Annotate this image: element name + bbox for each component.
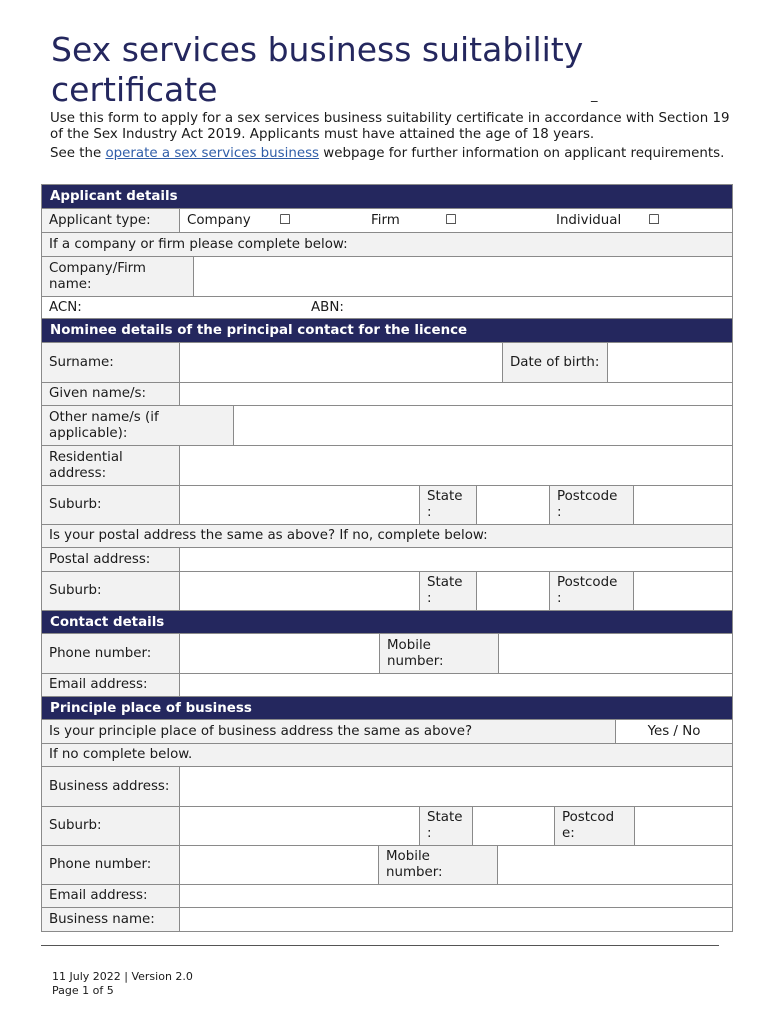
- other-names-label: Other name/s (if applicable):: [42, 406, 234, 445]
- postal-suburb-row: [42, 572, 732, 611]
- business-address-field[interactable]: [180, 767, 732, 806]
- individual-checkbox[interactable]: ☐: [648, 212, 661, 228]
- firm-checkbox[interactable]: ☐: [445, 212, 458, 228]
- given-name-label: Given name/s:: [42, 383, 180, 405]
- intro-link-paragraph: [50, 146, 730, 162]
- business-suburb-row: [42, 807, 732, 846]
- email-label: Email address:: [42, 674, 180, 696]
- intro-paragraph: Use this form to apply for a sex services business suitability certificate in accordance with Section 19 of the Sex Industry Act 2019. Applicants must have attained the age of 18 years.: [50, 111, 730, 142]
- postal-suburb-field[interactable]: [180, 572, 420, 610]
- residential-label: Residential address:: [42, 446, 180, 485]
- business-email-row: [42, 885, 732, 908]
- phone-label: Phone number:: [42, 634, 180, 673]
- phone-field[interactable]: [180, 634, 380, 673]
- mobile-label: Mobile number:: [380, 634, 499, 673]
- postal-address-label: Postal address:: [42, 548, 180, 571]
- dash-mark: _: [591, 88, 598, 103]
- state-field[interactable]: [477, 486, 550, 524]
- other-names-field[interactable]: [234, 406, 732, 445]
- business-address-label: Business address:: [42, 767, 180, 806]
- acn-abn-row: [42, 297, 732, 319]
- dob-label: Date of birth:: [503, 343, 608, 382]
- abn-label[interactable]: ABN:: [311, 299, 344, 315]
- business-suburb-field[interactable]: [180, 807, 420, 845]
- surname-row: [42, 343, 732, 383]
- business-mobile-label: Mobile number:: [379, 846, 498, 884]
- footer-version: 11 July 2022 | Version 2.0: [52, 970, 193, 983]
- email-field[interactable]: [180, 674, 732, 696]
- phone-row: [42, 634, 732, 674]
- footer-page-number: Page 1 of 5: [52, 984, 114, 997]
- postal-address-field[interactable]: [180, 548, 732, 571]
- company-note: If a company or firm please complete below:: [49, 236, 348, 252]
- yes-no-option[interactable]: Yes / No: [647, 723, 701, 739]
- business-phone-row: [42, 846, 732, 885]
- surname-label: Surname:: [42, 343, 180, 382]
- postcode-label: Postcode :: [550, 486, 634, 524]
- business-state-field[interactable]: [473, 807, 555, 845]
- postal-state-label: State :: [420, 572, 477, 610]
- business-same-row: [42, 720, 732, 744]
- if-no-row: [42, 744, 732, 767]
- section-header-business: Principle place of business: [42, 697, 732, 720]
- business-email-field[interactable]: [180, 885, 732, 907]
- applicant-type-options: [180, 209, 732, 232]
- page-title: Sex services business suitability certificate: [51, 30, 584, 109]
- given-name-field[interactable]: [180, 383, 732, 405]
- state-label: State :: [420, 486, 477, 524]
- postal-question: Is your postal address the same as above? If no, complete below:: [49, 528, 488, 543]
- business-address-row: [42, 767, 732, 807]
- postal-suburb-label: Suburb:: [42, 572, 180, 610]
- intro-after: webpage for further information on applicant requirements.: [319, 146, 725, 161]
- option-company-label: Company: [187, 212, 251, 228]
- acn-label[interactable]: ACN:: [49, 299, 82, 315]
- postcode-field[interactable]: [634, 486, 732, 524]
- section-header-contact: Contact details: [42, 611, 732, 634]
- operate-business-link[interactable]: operate a sex services business: [105, 146, 320, 161]
- business-suburb-label: Suburb:: [42, 807, 180, 845]
- postal-state-field[interactable]: [477, 572, 550, 610]
- postal-question-row: [42, 525, 732, 548]
- intro-text: [50, 111, 730, 165]
- business-postcode-label: Postcod e:: [555, 807, 635, 845]
- given-name-row: [42, 383, 732, 406]
- company-name-row: [42, 257, 732, 297]
- footer: [52, 970, 193, 998]
- company-checkbox[interactable]: ☐: [279, 212, 292, 228]
- residential-row: [42, 446, 732, 486]
- option-firm-label: Firm: [371, 212, 400, 228]
- email-row: [42, 674, 732, 697]
- business-phone-label: Phone number:: [42, 846, 180, 884]
- if-no-note: If no complete below.: [49, 747, 193, 762]
- business-phone-field[interactable]: [180, 846, 379, 884]
- suburb-row: [42, 486, 732, 525]
- dob-field[interactable]: [608, 343, 732, 382]
- mobile-field[interactable]: [499, 634, 732, 673]
- company-note-row: [42, 233, 732, 257]
- intro-see: See the: [50, 146, 106, 161]
- business-state-label: State :: [420, 807, 473, 845]
- business-name-field[interactable]: [180, 908, 732, 931]
- other-names-row: [42, 406, 732, 446]
- footer-divider: [41, 945, 719, 946]
- postal-postcode-field[interactable]: [634, 572, 732, 610]
- applicant-type-label: Applicant type:: [42, 209, 180, 232]
- business-name-row: [42, 908, 732, 931]
- option-individual-label: Individual: [556, 212, 622, 228]
- business-postcode-field[interactable]: [635, 807, 732, 845]
- company-name-field[interactable]: [194, 257, 732, 296]
- postal-postcode-label: Postcode :: [550, 572, 634, 610]
- section-header-nominee: Nominee details of the principal contact for the licence: [42, 319, 732, 343]
- postal-address-row: [42, 548, 732, 572]
- suburb-label: Suburb:: [42, 486, 180, 524]
- surname-field[interactable]: [180, 343, 503, 382]
- business-email-label: Email address:: [42, 885, 180, 907]
- business-same-question: Is your principle place of business address the same as above?: [42, 720, 616, 743]
- business-name-label: Business name:: [42, 908, 180, 931]
- residential-field[interactable]: [180, 446, 732, 485]
- applicant-type-row: [42, 209, 732, 233]
- suburb-field[interactable]: [180, 486, 420, 524]
- company-name-label: Company/Firm name:: [42, 257, 194, 296]
- business-mobile-field[interactable]: [498, 846, 732, 884]
- section-header-applicant: Applicant details: [42, 185, 732, 209]
- application-form: [41, 184, 733, 932]
